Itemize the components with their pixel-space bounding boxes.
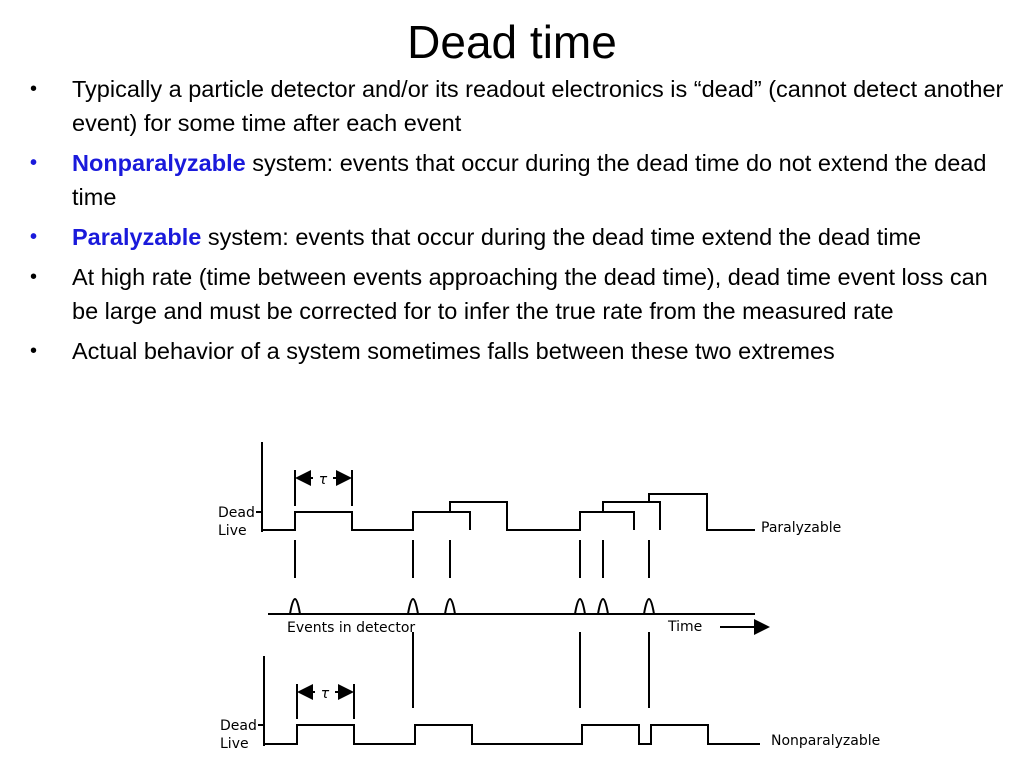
bullet-text: system: events that occur during the dead time extend the dead time bbox=[201, 224, 922, 250]
paralyzable-waveform bbox=[262, 494, 755, 530]
bullet-text: Actual behavior of a system sometimes falls between these two extremes bbox=[72, 338, 835, 364]
dead-label: Dead bbox=[220, 718, 257, 734]
bullet-marker: • bbox=[30, 340, 38, 362]
event-pulse bbox=[575, 599, 585, 614]
bullet-marker: • bbox=[30, 78, 38, 100]
bullet-text: system: events that occur during the dead time do not extend the dead time bbox=[72, 150, 987, 210]
tau-label: τ bbox=[318, 472, 328, 488]
event-pulse bbox=[408, 599, 418, 614]
bullet-highlight: Paralyzable bbox=[72, 224, 202, 250]
paralyzable-label: Paralyzable bbox=[761, 520, 842, 536]
slide-title: Dead time bbox=[407, 16, 617, 68]
nonparalyzable-waveform bbox=[264, 725, 760, 744]
bullet-text: Typically a particle detector and/or its readout electronics is “dead” (cannot detect another event) for some time after each event bbox=[72, 76, 1004, 136]
paralyzable-overlap-outline bbox=[649, 502, 660, 530]
bullet-text: At high rate (time between events approaching the dead time), dead time event loss can be large and must be corrected for to infer the true rate from the measured rate bbox=[72, 264, 988, 324]
nonparalyzable-label: Nonparalyzable bbox=[771, 733, 881, 749]
event-pulse bbox=[445, 599, 455, 614]
bullet-marker: • bbox=[30, 226, 38, 248]
live-label: Live bbox=[220, 736, 249, 752]
bullet-marker: • bbox=[30, 152, 38, 174]
paralyzable-overlap-outline bbox=[603, 512, 634, 530]
bullet-highlight: Nonparalyzable bbox=[72, 150, 246, 176]
bullet-marker: • bbox=[30, 266, 38, 288]
paralyzable-overlap-outline bbox=[450, 512, 470, 530]
event-pulse bbox=[644, 599, 654, 614]
dead-label: Dead bbox=[218, 505, 255, 521]
time-label: Time bbox=[668, 619, 703, 635]
events-label: Events in detector bbox=[287, 620, 416, 636]
event-pulse bbox=[290, 599, 300, 614]
tau-label: τ bbox=[320, 686, 330, 702]
live-label: Live bbox=[218, 523, 247, 539]
event-pulse bbox=[598, 599, 608, 614]
